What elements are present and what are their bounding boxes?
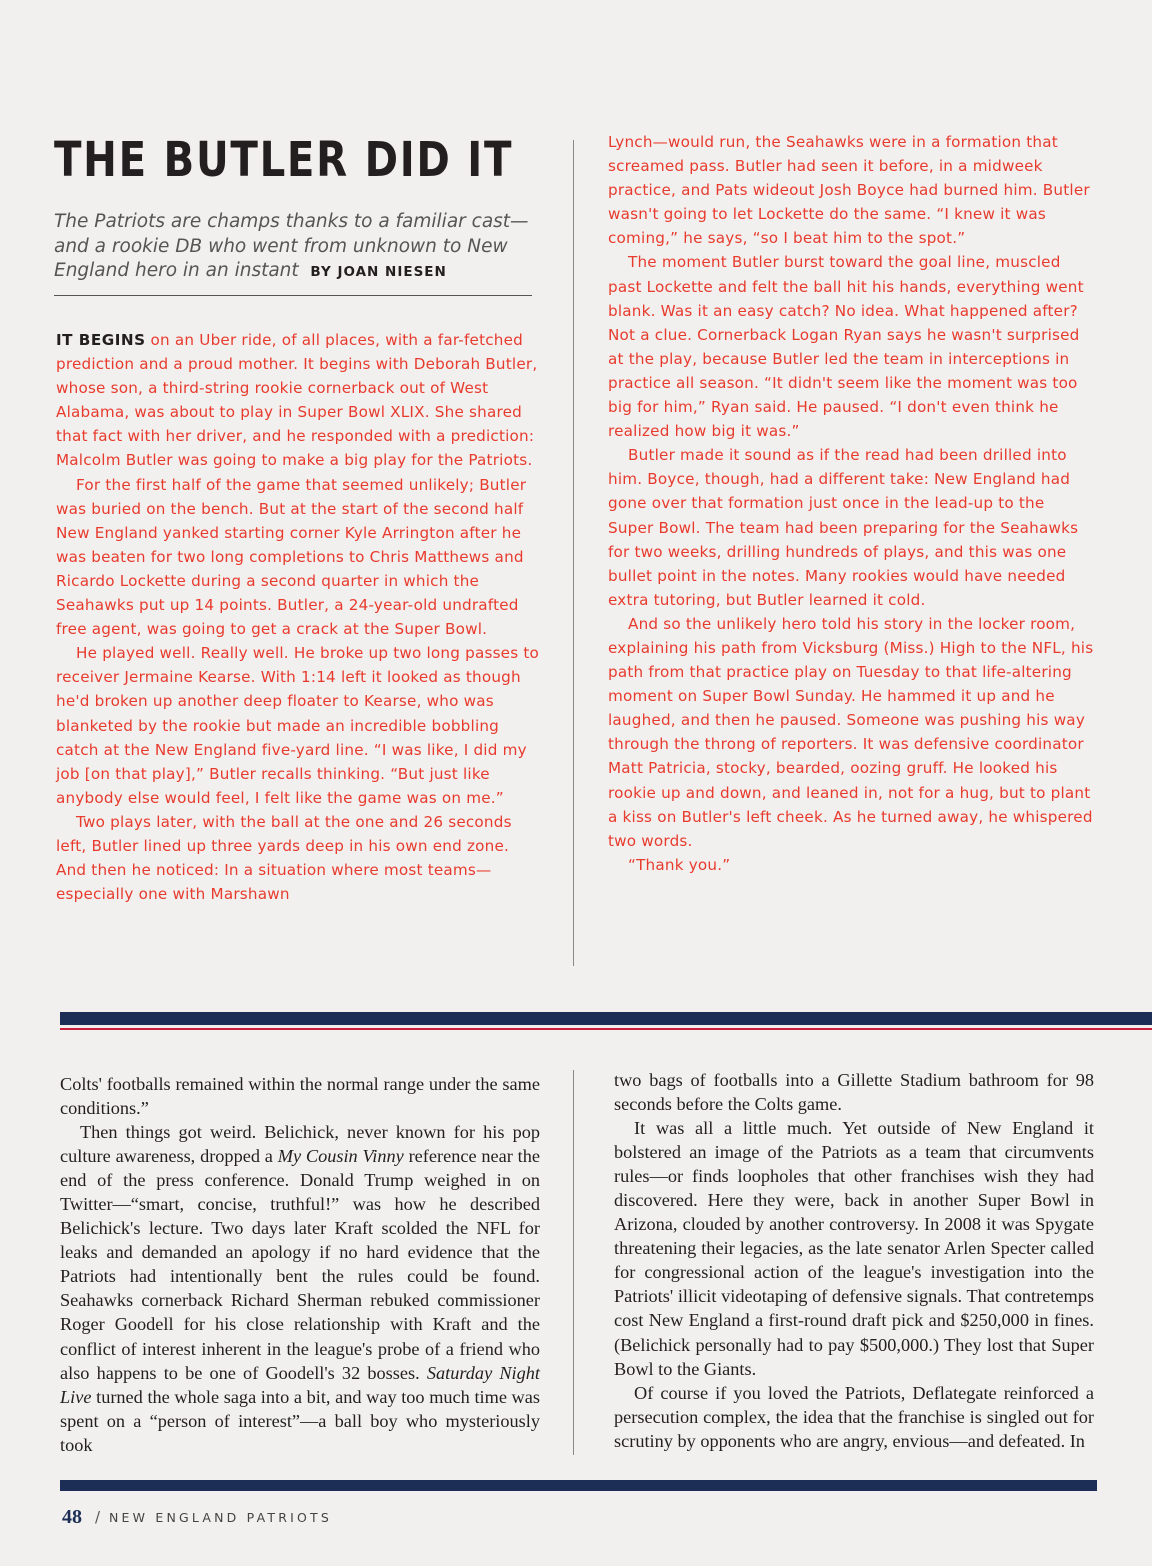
- article-text: reference near the end of the press conference. Donald Trump weighed in on Twitter—“smart, concise, truthful!” was how he described Belichick's lecture. Two days later Kraft scolded the NFL for leaks and demanded an apology if no hard evidence that the Patriots had intentionally bent the rules could be found. Seahawks cornerback Richard Sherman rebuked commissioner Roger Goodell for his close relationship with Kraft and the conflict of interest inherent in the league's probe of a friend who also happens to be one of Goodell's 32 bosses.: [60, 1146, 540, 1383]
- sidebar-paragraph: The moment Butler burst toward the goal line, muscled past Lockette and felt the ball hit his hands, everything went blank. Was it an easy catch? No idea. What happened after? Not a clue. Cornerback Logan Ryan says he wasn't surprised at the play, because Butler led the team in interceptions in practice all season. “It didn't seem like the moment was too big for him,” Ryan said. He paused. “I don't even think he realized how big it was.”: [608, 253, 1084, 441]
- sidebar-deck: [54, 210, 536, 285]
- sidebar-paragraph: [56, 328, 542, 473]
- byline: BY JOAN NIESEN: [310, 264, 447, 280]
- sidebar-paragraph: Butler made it sound as if the read had been drilled into him. Boyce, though, had a different take: New England had gone over that formation just once in the lead-up to the Super Bowl. The team had been preparing for the Seahawks for two weeks, drilling hundreds of plays, and this was one bullet point in the notes. Many rookies would have needed extra tutoring, but Butler learned it cold.: [608, 446, 1079, 609]
- article-column-2: [614, 1068, 1094, 1453]
- sidebar-text: on an Uber ride, of all places, with a far-fetched prediction and a proud mother. It begins with Deborah Butler, whose son, a third-string rookie cornerback out of West Alabama, was about to play in Super Bowl XLIX. She shared that fact with her driver, and he responded with a prediction: Malcolm Butler was going to make a big play for the Patriots.: [56, 331, 538, 470]
- article-paragraph: Of course if you loved the Patriots, Deflategate reinforced a persecution complex, the idea that the franchise is singled out for scrutiny by opponents who are angry, envious—and defeated. In: [614, 1382, 1094, 1451]
- sidebar-column-2: [608, 130, 1094, 877]
- article-text: Then things got weird. Belichick, never known for his pop culture awareness, dropped a: [60, 1122, 540, 1167]
- deck-rule: [54, 295, 532, 296]
- article-paragraph: It was all a little much. Yet outside of New England it bolstered an image of the Patriots as a team that circumvents rules—or finds loopholes that other franchises wish they had discovered. Here they were, back in another Super Bowl in Arizona, clouded by another controversy. In 2008 it was Spygate threatening their legacies, as the late senator Arlen Specter called for congressional action of the league's investigation into the Patriots' illicit videotaping of defensive signals. That contretemps cost New England a first-round draft pick and $250,000 in fines. (Belichick personally had to pay $500,000.) They lost that Super Bowl to the Giants.: [614, 1118, 1094, 1379]
- red-rule: [60, 1028, 1152, 1030]
- article-text: turned the whole saga into a bit, and way too much time was spent on a “person of interest”—a ball boy who mysteriously took: [60, 1386, 540, 1455]
- publication-title: NEW ENGLAND PATRIOTS: [109, 1510, 333, 1525]
- article-paragraph: two bags of footballs into a Gillette Stadium bathroom for 98 seconds before the Colts game.: [614, 1070, 1094, 1115]
- sidebar-paragraph: “Thank you.”: [628, 855, 731, 874]
- footer-bar: [60, 1480, 1097, 1491]
- sidebar-paragraph: For the first half of the game that seemed unlikely; Butler was buried on the bench. But at the start of the second half New England yanked starting corner Kyle Arrington after he was beaten for two long completions to Chris Matthews and Ricardo Lockette during a second quarter in which the Seahawks put up 14 points. Butler, a 24-year-old undrafted free agent, was going to get a crack at the Super Bowl.: [56, 475, 527, 639]
- article-italic-title: Saturday Night Live: [60, 1362, 540, 1407]
- sidebar-paragraph: He played well. Really well. He broke up two long passes to receiver Jermaine Kearse. With 1:14 left it looked as though he'd broken up another deep floater to Kearse, who was blanketed by the rookie but made an incredible bobbling catch at the New England five-yard line. “I was like, I did my job [on that play],” Butler recalls thinking. “But just like anybody else would feel, I felt like the game was on me.”: [56, 644, 540, 807]
- page-number: 48: [62, 1506, 82, 1528]
- article-column-divider: [573, 1070, 574, 1455]
- lead-in: IT BEGINS: [56, 331, 146, 349]
- sidebar-headline: THE BUTLER DID IT: [54, 132, 514, 188]
- article-paragraph: [60, 1120, 540, 1457]
- article-paragraph: Colts' footballs remained within the normal range under the same conditions.”: [60, 1074, 540, 1119]
- sidebar-column-divider: [573, 140, 574, 966]
- article-italic-title: My Cousin Vinny: [277, 1146, 404, 1167]
- sidebar-paragraph: Two plays later, with the ball at the one and 26 seconds left, Butler lined up three yards deep in his own end zone. And then he noticed: In a situation where most teams—especially one with Marshawn: [56, 812, 512, 904]
- folio-separator: /: [95, 1508, 101, 1526]
- sidebar-column-1: [56, 328, 542, 906]
- sidebar-paragraph: And so the unlikely hero told his story in the locker room, explaining his path from Vicksburg (Miss.) High to the NFL, his path from that practice play on Tuesday to that life-altering moment on Super Bowl Sunday. He hammed it up and he laughed, and then he paused. Someone was pushing his way through the throng of reporters. It was defensive coordinator Matt Patricia, stocky, bearded, oozing gruff. He looked his rookie up and down, and leaned in, not for a hug, but to plant a kiss on Butler's left cheek. As he turned away, he whispered two words.: [608, 614, 1094, 850]
- deck-text: The Patriots are champs thanks to a familiar cast—and a rookie DB who went from unknown to New England hero in an instant: [54, 211, 529, 281]
- sidebar-paragraph: Lynch—would run, the Seahawks were in a formation that screamed pass. Butler had seen it before, in a midweek practice, and Pats wideout Josh Boyce had burned him. Butler wasn't going to let Lockette do the same. “I knew it was coming,” he says, “so I beat him to the spot.”: [608, 133, 1090, 248]
- navy-band: [60, 1012, 1152, 1025]
- article-column-1: [60, 1072, 540, 1457]
